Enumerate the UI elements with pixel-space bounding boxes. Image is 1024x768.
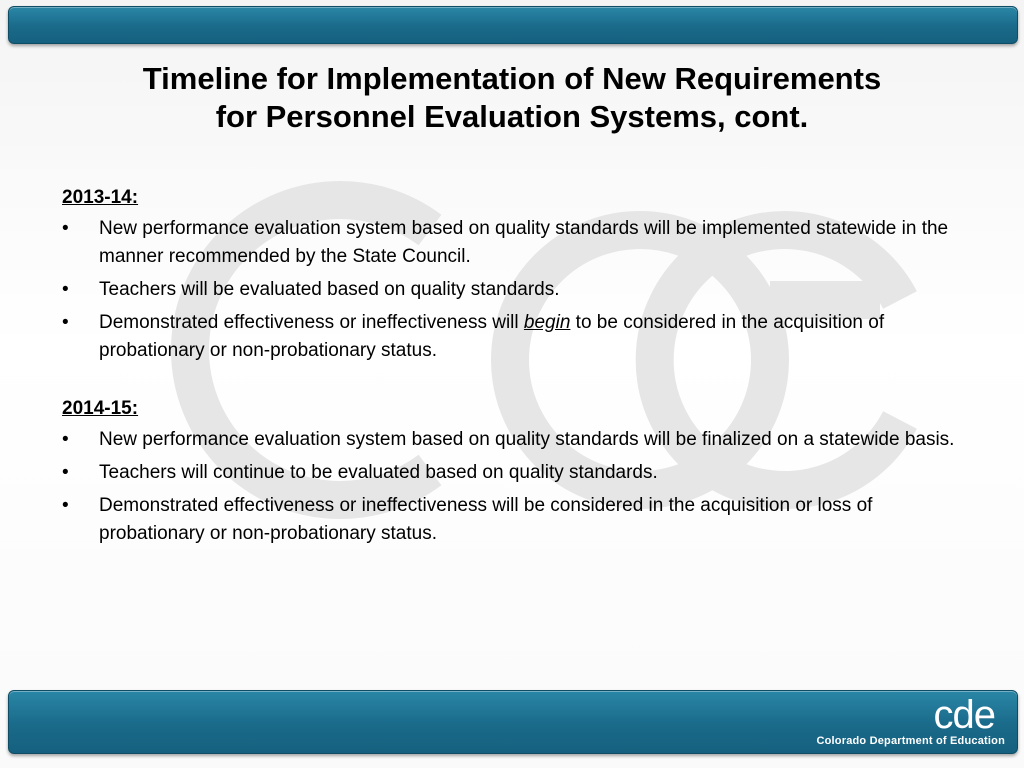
bullet-text: New performance evaluation system based on quality standards will be implemented statewide in the manner recommended by the State Council. bbox=[99, 218, 949, 267]
bullet-icon: • bbox=[62, 429, 69, 450]
header-bar bbox=[8, 6, 1018, 44]
logo-mark: cde bbox=[933, 693, 995, 737]
list-item bbox=[62, 276, 967, 304]
bullet-text: Demonstrated effectiveness or ineffectiveness will be considered in the acquisition or loss of probationary or non-probationary status. bbox=[99, 495, 873, 544]
list-item bbox=[62, 459, 967, 487]
bullet-text-after: to be considered in the acquisition of probationary or non-probationary status. bbox=[99, 312, 885, 361]
slide-content bbox=[62, 184, 967, 578]
bullet-text bbox=[99, 312, 884, 361]
list-item bbox=[62, 426, 967, 454]
bullet-text: New performance evaluation system based on quality standards will be finalized on a statewide basis. bbox=[99, 429, 955, 450]
slide-title bbox=[40, 60, 984, 136]
bullet-text: Teachers will be evaluated based on quality standards. bbox=[99, 279, 560, 300]
section-2014-15 bbox=[62, 395, 967, 548]
section-heading: 2013-14: bbox=[62, 187, 139, 208]
cde-logo bbox=[785, 695, 1005, 751]
title-line-2: for Personnel Evaluation Systems, cont. bbox=[215, 99, 809, 134]
title-line-1: Timeline for Implementation of New Requirements bbox=[142, 61, 882, 96]
bullet-text: Teachers will continue to be evaluated based on quality standards. bbox=[99, 462, 658, 483]
list-item bbox=[62, 492, 967, 548]
bullet-icon: • bbox=[62, 462, 69, 483]
footer-bar bbox=[8, 690, 1018, 754]
section-heading: 2014-15: bbox=[62, 398, 139, 419]
bullet-text-before: Demonstrated effectiveness or ineffectiveness will bbox=[99, 312, 524, 333]
bullet-icon: • bbox=[62, 495, 69, 516]
org-name: Colorado Department of Education bbox=[816, 735, 1005, 747]
bullet-icon: • bbox=[62, 312, 69, 333]
list-item bbox=[62, 309, 967, 365]
emphasized-word: begin bbox=[523, 312, 571, 333]
section-2013-14 bbox=[62, 184, 967, 365]
list-item bbox=[62, 215, 967, 271]
bullet-icon: • bbox=[62, 218, 69, 239]
bullet-icon: • bbox=[62, 279, 69, 300]
